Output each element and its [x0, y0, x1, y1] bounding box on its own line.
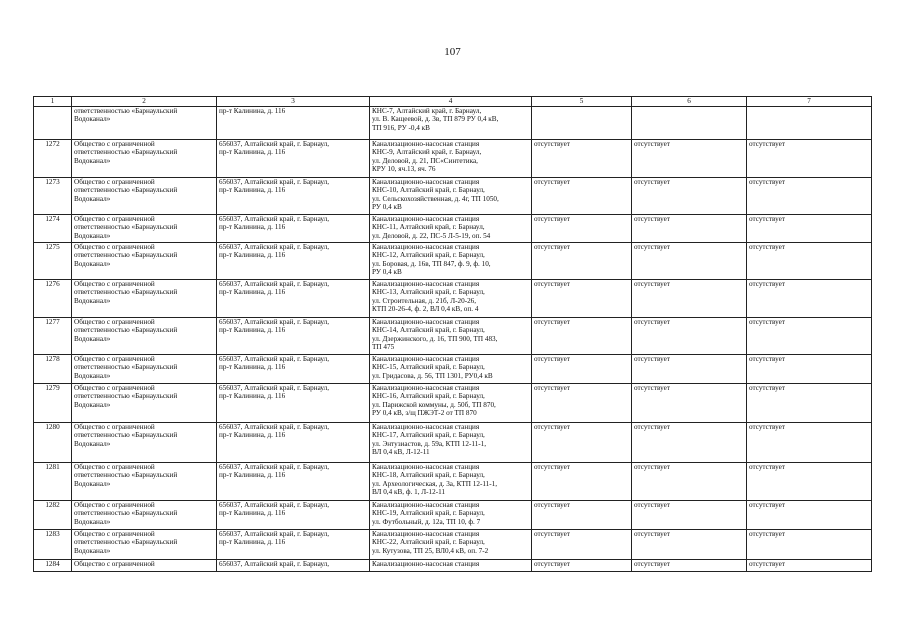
cell-text: отсутствует: [534, 243, 570, 251]
cell-text: Водоканал»: [74, 296, 111, 305]
cell-text: пр-т Калинина, д. 116: [219, 107, 286, 115]
header-col-1: 1: [34, 97, 72, 107]
table-row: [34, 423, 872, 463]
cell-text: отсутствует: [634, 140, 670, 148]
row-number-cell: [34, 243, 72, 280]
cell-text: ул. Кутузова, ТП 25, ВЛ0,4 кВ, оп. 7-2: [372, 546, 489, 555]
address-cell: [217, 501, 370, 530]
cell-text: отсутствует: [534, 280, 570, 288]
cell-text: отсутствует: [634, 560, 670, 568]
col7-cell: [747, 355, 872, 384]
row-number-cell: [34, 280, 72, 318]
organization-cell: [72, 107, 217, 140]
cell-text: 656037, Алтайский край, г. Барнаул,: [219, 318, 330, 326]
cell-text: ответственностью «Барнаульский: [74, 223, 178, 232]
cell-text: 1278: [45, 355, 60, 363]
cell-text: ул. Сельскохозяйственная, д. 4г, ТП 1050,: [372, 194, 499, 203]
cell-text: отсутствует: [749, 463, 785, 471]
col5-cell: [532, 243, 632, 280]
cell-text: отсутствует: [534, 463, 570, 471]
cell-text: 1282: [45, 501, 60, 509]
cell-text: 1276: [45, 280, 60, 288]
header-col-7: 7: [747, 97, 872, 107]
col5-cell: [532, 318, 632, 355]
cell-text: пр-т Калинина, д. 116: [219, 223, 286, 232]
cell-text: 656037, Алтайский край, г. Барнаул,: [219, 423, 330, 431]
cell-text: отсутствует: [534, 178, 570, 186]
cell-text: РУ 0,4 кВ: [372, 202, 402, 211]
cell-text: отсутствует: [534, 530, 570, 538]
table-header: [34, 97, 872, 107]
cell-text: 1274: [45, 215, 60, 223]
object-cell: [370, 178, 532, 215]
cell-text: Канализационно-насосная станция: [372, 280, 480, 288]
address-cell: [217, 384, 370, 423]
cell-text: 1284: [45, 560, 60, 568]
col6-cell: [632, 178, 747, 215]
row-number-cell: [34, 463, 72, 501]
cell-text: отсутствует: [634, 215, 670, 223]
cell-text: пр-т Калинина, д. 116: [219, 538, 286, 547]
object-cell: [370, 215, 532, 243]
row-number-cell: [34, 501, 72, 530]
cell-text: КНС-9, Алтайский край, г. Барнаул,: [372, 148, 482, 157]
cell-text: отсутствует: [534, 355, 570, 363]
table-row: [34, 463, 872, 501]
cell-text: ул. Строительная, д. 21б, Л-20-26,: [372, 296, 477, 305]
organization-cell: [72, 318, 217, 355]
cell-text: отсутствует: [749, 355, 785, 363]
cell-text: КРУ 10, яч.13, яч. 76: [372, 164, 436, 173]
address-cell: [217, 140, 370, 178]
table-row: [34, 178, 872, 215]
cell-text: ответственностью «Барнаульский: [74, 251, 178, 260]
col5-cell: [532, 178, 632, 215]
address-cell: [217, 355, 370, 384]
cell-text: ответственностью «Барнаульский: [74, 538, 178, 547]
cell-text: 656037, Алтайский край, г. Барнаул,: [219, 178, 330, 186]
col5-cell: [532, 384, 632, 423]
cell-text: ответственностью «Барнаульский: [74, 431, 178, 440]
col7-cell: [747, 530, 872, 560]
table-row: [34, 355, 872, 384]
cell-text: ответственностью «Барнаульский: [74, 148, 178, 157]
cell-text: Канализационно-насосная станция: [372, 215, 480, 223]
object-cell: [370, 107, 532, 140]
col6-cell: [632, 243, 747, 280]
col5-cell: [532, 423, 632, 463]
cell-text: ответственностью «Барнаульский: [74, 288, 178, 297]
cell-text: отсутствует: [534, 384, 570, 392]
cell-text: пр-т Калинина, д. 116: [219, 251, 286, 260]
cell-text: Канализационно-насосная станция: [372, 530, 480, 538]
row-number-cell: [34, 107, 72, 140]
row-number-cell: [34, 560, 72, 572]
col7-cell: [747, 423, 872, 463]
col7-cell: [747, 107, 872, 140]
header-col-6: 6: [632, 97, 747, 107]
col7-cell: [747, 463, 872, 501]
cell-text: отсутствует: [634, 423, 670, 431]
cell-text: отсутствует: [634, 355, 670, 363]
cell-text: 656037, Алтайский край, г. Барнаул,: [219, 560, 330, 568]
cell-text: ТП 916, РУ -0,4 кВ: [372, 123, 430, 132]
cell-text: Канализационно-насосная станция: [372, 178, 480, 186]
address-cell: [217, 215, 370, 243]
organization-cell: [72, 140, 217, 178]
cell-text: ответственностью «Барнаульский: [74, 186, 178, 195]
object-cell: [370, 384, 532, 423]
table-row: [34, 560, 872, 572]
cell-text: отсутствует: [534, 501, 570, 509]
page-number: 107: [444, 46, 461, 58]
row-number-cell: [34, 530, 72, 560]
cell-text: КНС-11, Алтайский край, г. Барнаул,: [372, 223, 485, 232]
object-cell: [370, 280, 532, 318]
cell-text: Водоканал»: [74, 115, 111, 124]
cell-text: 656037, Алтайский край, г. Барнаул,: [219, 501, 330, 509]
cell-text: Общество с ограниченной: [74, 355, 155, 363]
object-cell: [370, 530, 532, 560]
cell-text: Общество с ограниченной: [74, 423, 155, 431]
cell-text: Водоканал»: [74, 194, 111, 203]
cell-text: пр-т Калинина, д. 116: [219, 363, 286, 372]
cell-text: ответственностью «Барнаульский: [74, 326, 178, 335]
cell-text: пр-т Калинина, д. 116: [219, 288, 286, 297]
cell-text: КНС-10, Алтайский край, г. Барнаул,: [372, 186, 485, 195]
cell-text: отсутствует: [634, 243, 670, 251]
object-cell: [370, 243, 532, 280]
address-cell: [217, 107, 370, 140]
col6-cell: [632, 280, 747, 318]
col7-cell: [747, 560, 872, 572]
cell-text: Водоканал»: [74, 479, 111, 488]
cell-text: пр-т Калинина, д. 116: [219, 326, 286, 335]
cell-text: КНС-16, Алтайский край, г. Барнаул,: [372, 392, 485, 401]
cell-text: отсутствует: [749, 318, 785, 326]
cell-text: Водоканал»: [74, 439, 111, 448]
cell-text: КТП 20-26-4, ф. 2, ВЛ 0,4 кВ, оп. 4: [372, 304, 479, 313]
cell-text: Общество с ограниченной: [74, 560, 155, 568]
cell-text: Общество с ограниченной: [74, 530, 155, 538]
cell-text: Водоканал»: [74, 259, 111, 268]
organization-cell: [72, 501, 217, 530]
object-cell: [370, 423, 532, 463]
cell-text: отсутствует: [749, 215, 785, 223]
object-cell: [370, 140, 532, 178]
cell-text: отсутствует: [634, 318, 670, 326]
object-cell: [370, 355, 532, 384]
cell-text: отсутствует: [534, 215, 570, 223]
cell-text: КНС-14, Алтайский край, г. Барнаул,: [372, 326, 485, 335]
cell-text: Канализационно-насосная станция: [372, 463, 480, 471]
cell-text: Канализационно-насосная станция: [372, 243, 480, 251]
cell-text: КНС-13, Алтайский край, г. Барнаул,: [372, 288, 485, 297]
cell-text: Канализационно-насосная станция: [372, 140, 480, 148]
cell-text: Канализационно-насосная станция: [372, 423, 480, 431]
cell-text: отсутствует: [749, 530, 785, 538]
cell-text: Общество с ограниченной: [74, 243, 155, 251]
cell-text: 656037, Алтайский край, г. Барнаул,: [219, 384, 330, 392]
row-number-cell: [34, 215, 72, 243]
address-cell: [217, 318, 370, 355]
table-row: [34, 501, 872, 530]
cell-text: ул. Парижской коммуны, д. 50б, ТП 870,: [372, 400, 496, 409]
table-row: [34, 107, 872, 140]
cell-text: ответственностью «Барнаульский: [74, 392, 178, 401]
col6-cell: [632, 215, 747, 243]
cell-text: Водоканал»: [74, 156, 111, 165]
col5-cell: [532, 355, 632, 384]
cell-text: отсутствует: [749, 280, 785, 288]
cell-text: Водоканал»: [74, 517, 111, 526]
object-cell: [370, 463, 532, 501]
cell-text: Водоканал»: [74, 546, 111, 555]
col6-cell: [632, 355, 747, 384]
table-row: [34, 140, 872, 178]
cell-text: КНС-22, Алтайский край, г. Барнаул,: [372, 538, 485, 547]
table-row: [34, 280, 872, 318]
organization-cell: [72, 423, 217, 463]
cell-text: отсутствует: [634, 530, 670, 538]
table-row: [34, 318, 872, 355]
organization-cell: [72, 215, 217, 243]
table-row: [34, 215, 872, 243]
organization-cell: [72, 280, 217, 318]
col5-cell: [532, 560, 632, 572]
object-cell: [370, 318, 532, 355]
cell-text: ВЛ 0,4 кВ, ф. 1, Л-12-11: [372, 487, 446, 496]
cell-text: 656037, Алтайский край, г. Барнаул,: [219, 530, 330, 538]
cell-text: 656037, Алтайский край, г. Барнаул,: [219, 463, 330, 471]
organization-cell: [72, 530, 217, 560]
cell-text: ул. Дзержинского, д. 16, ТП 900, ТП 483,: [372, 334, 498, 343]
cell-text: отсутствует: [634, 384, 670, 392]
cell-text: КНС-18, Алтайский край, г. Барнаул,: [372, 471, 485, 480]
col7-cell: [747, 178, 872, 215]
cell-text: ул. Деловой, д. 21, ПС«Синтетика,: [372, 156, 478, 165]
cell-text: 656037, Алтайский край, г. Барнаул,: [219, 140, 330, 148]
cell-text: отсутствует: [634, 280, 670, 288]
col6-cell: [632, 560, 747, 572]
row-number-cell: [34, 423, 72, 463]
cell-text: Общество с ограниченной: [74, 280, 155, 288]
cell-text: отсутствует: [534, 318, 570, 326]
cell-text: Канализационно-насосная станция: [372, 560, 480, 568]
col7-cell: [747, 501, 872, 530]
cell-text: отсутствует: [534, 560, 570, 568]
col7-cell: [747, 140, 872, 178]
cell-text: отсутствует: [749, 384, 785, 392]
cell-text: Канализационно-насосная станция: [372, 355, 480, 363]
cell-text: РУ 0,4 кВ, з/щ ПЖЭТ-2 от ТП 870: [372, 408, 477, 417]
col7-cell: [747, 215, 872, 243]
col6-cell: [632, 530, 747, 560]
cell-text: ответственностью «Барнаульский: [74, 107, 178, 115]
col7-cell: [747, 318, 872, 355]
organization-cell: [72, 178, 217, 215]
cell-text: пр-т Калинина, д. 116: [219, 392, 286, 401]
address-cell: [217, 463, 370, 501]
cell-text: Общество с ограниченной: [74, 215, 155, 223]
cell-text: отсутствует: [534, 423, 570, 431]
address-cell: [217, 530, 370, 560]
col6-cell: [632, 423, 747, 463]
cell-text: ул. Деловой, д. 22, ПС-5 Л-5-19, оп. 54: [372, 231, 491, 240]
organization-cell: [72, 463, 217, 501]
col6-cell: [632, 463, 747, 501]
cell-text: Водоканал»: [74, 231, 111, 240]
cell-text: ул. Футбольный, д. 12а, ТП 10, ф. 7: [372, 517, 481, 526]
organization-cell: [72, 355, 217, 384]
object-cell: [370, 501, 532, 530]
col6-cell: [632, 107, 747, 140]
cell-text: отсутствует: [749, 501, 785, 509]
row-number-cell: [34, 318, 72, 355]
table-row: [34, 243, 872, 280]
cell-text: РУ 0,4 кВ: [372, 267, 402, 276]
col7-cell: [747, 280, 872, 318]
organization-cell: [72, 560, 217, 572]
header-col-3: 3: [217, 97, 370, 107]
cell-text: отсутствует: [749, 423, 785, 431]
header-row: [34, 97, 872, 107]
cell-text: ул. Археологическая, д. 3а, КТП 12-11-1,: [372, 479, 498, 488]
row-number-cell: [34, 384, 72, 423]
address-cell: [217, 280, 370, 318]
cell-text: отсутствует: [534, 140, 570, 148]
cell-text: 1281: [45, 463, 60, 471]
cell-text: пр-т Калинина, д. 116: [219, 148, 286, 157]
cell-text: 1283: [45, 530, 60, 538]
cell-text: ответственностью «Барнаульский: [74, 509, 178, 518]
col6-cell: [632, 318, 747, 355]
cell-text: ул. В. Кащеевой, д. 3в, ТП 879 РУ 0,4 кВ,: [372, 115, 499, 124]
cell-text: Общество с ограниченной: [74, 501, 155, 509]
organization-cell: [72, 384, 217, 423]
cell-text: отсутствует: [749, 178, 785, 186]
cell-text: пр-т Калинина, д. 116: [219, 186, 286, 195]
table-body: [34, 107, 872, 572]
cell-text: отсутствует: [634, 178, 670, 186]
cell-text: Водоканал»: [74, 371, 111, 380]
row-number-cell: [34, 178, 72, 215]
header-col-5: 5: [532, 97, 632, 107]
cell-text: ул. Энтузиастов, д. 59а, КТП 12-11-1,: [372, 439, 487, 448]
table-row: [34, 530, 872, 560]
col5-cell: [532, 530, 632, 560]
object-cell: [370, 560, 532, 572]
col6-cell: [632, 501, 747, 530]
cell-text: КНС-12, Алтайский край, г. Барнаул,: [372, 251, 485, 260]
cell-text: ТП 475: [372, 342, 395, 351]
cell-text: ответственностью «Барнаульский: [74, 363, 178, 372]
cell-text: отсутствует: [749, 560, 785, 568]
cell-text: 1279: [45, 384, 60, 392]
cell-text: Общество с ограниченной: [74, 178, 155, 186]
col7-cell: [747, 384, 872, 423]
cell-text: Водоканал»: [74, 400, 111, 409]
cell-text: Водоканал»: [74, 334, 111, 343]
address-cell: [217, 423, 370, 463]
cell-text: пр-т Калинина, д. 116: [219, 509, 286, 518]
col5-cell: [532, 107, 632, 140]
table-row: [34, 384, 872, 423]
col6-cell: [632, 384, 747, 423]
address-cell: [217, 178, 370, 215]
header-col-2: 2: [72, 97, 217, 107]
cell-text: ВЛ 0,4 кВ, Л-12-11: [372, 447, 430, 456]
cell-text: ул. Гридасова, д. 56, ТП 1301, РУ0,4 кВ: [372, 371, 493, 380]
row-number-cell: [34, 140, 72, 178]
cell-text: Канализационно-насосная станция: [372, 384, 480, 392]
cell-text: отсутствует: [749, 243, 785, 251]
register-table: [33, 96, 872, 572]
cell-text: КНС-19, Алтайский край, г. Барнаул,: [372, 509, 485, 518]
cell-text: КНС-17, Алтайский край, г. Барнаул,: [372, 431, 485, 440]
cell-text: пр-т Калинина, д. 116: [219, 471, 286, 480]
cell-text: Канализационно-насосная станция: [372, 318, 480, 326]
cell-text: 656037, Алтайский край, г. Барнаул,: [219, 355, 330, 363]
cell-text: 656037, Алтайский край, г. Барнаул,: [219, 215, 330, 223]
col5-cell: [532, 140, 632, 178]
address-cell: [217, 560, 370, 572]
cell-text: КНС-15, Алтайский край, г. Барнаул,: [372, 363, 485, 372]
cell-text: 1275: [45, 243, 60, 251]
address-cell: [217, 243, 370, 280]
col6-cell: [632, 140, 747, 178]
cell-text: отсутствует: [634, 501, 670, 509]
cell-text: ул. Боровая, д. 16в, ТП 847, ф. 9, ф. 10,: [372, 259, 491, 268]
col5-cell: [532, 463, 632, 501]
cell-text: Общество с ограниченной: [74, 140, 155, 148]
cell-text: 656037, Алтайский край, г. Барнаул,: [219, 243, 330, 251]
cell-text: 1273: [45, 178, 60, 186]
organization-cell: [72, 243, 217, 280]
cell-text: Общество с ограниченной: [74, 318, 155, 326]
cell-text: Общество с ограниченной: [74, 384, 155, 392]
cell-text: 656037, Алтайский край, г. Барнаул,: [219, 280, 330, 288]
header-col-4: 4: [370, 97, 532, 107]
row-number-cell: [34, 355, 72, 384]
col5-cell: [532, 501, 632, 530]
cell-text: 1272: [45, 140, 60, 148]
cell-text: 1280: [45, 423, 60, 431]
cell-text: 1277: [45, 318, 60, 326]
cell-text: пр-т Калинина, д. 116: [219, 431, 286, 440]
col5-cell: [532, 215, 632, 243]
cell-text: КНС-7, Алтайский край, г. Барнаул,: [372, 107, 482, 115]
cell-text: Общество с ограниченной: [74, 463, 155, 471]
col5-cell: [532, 280, 632, 318]
cell-text: ответственностью «Барнаульский: [74, 471, 178, 480]
cell-text: отсутствует: [749, 140, 785, 148]
cell-text: отсутствует: [634, 463, 670, 471]
cell-text: Канализационно-насосная станция: [372, 501, 480, 509]
col7-cell: [747, 243, 872, 280]
